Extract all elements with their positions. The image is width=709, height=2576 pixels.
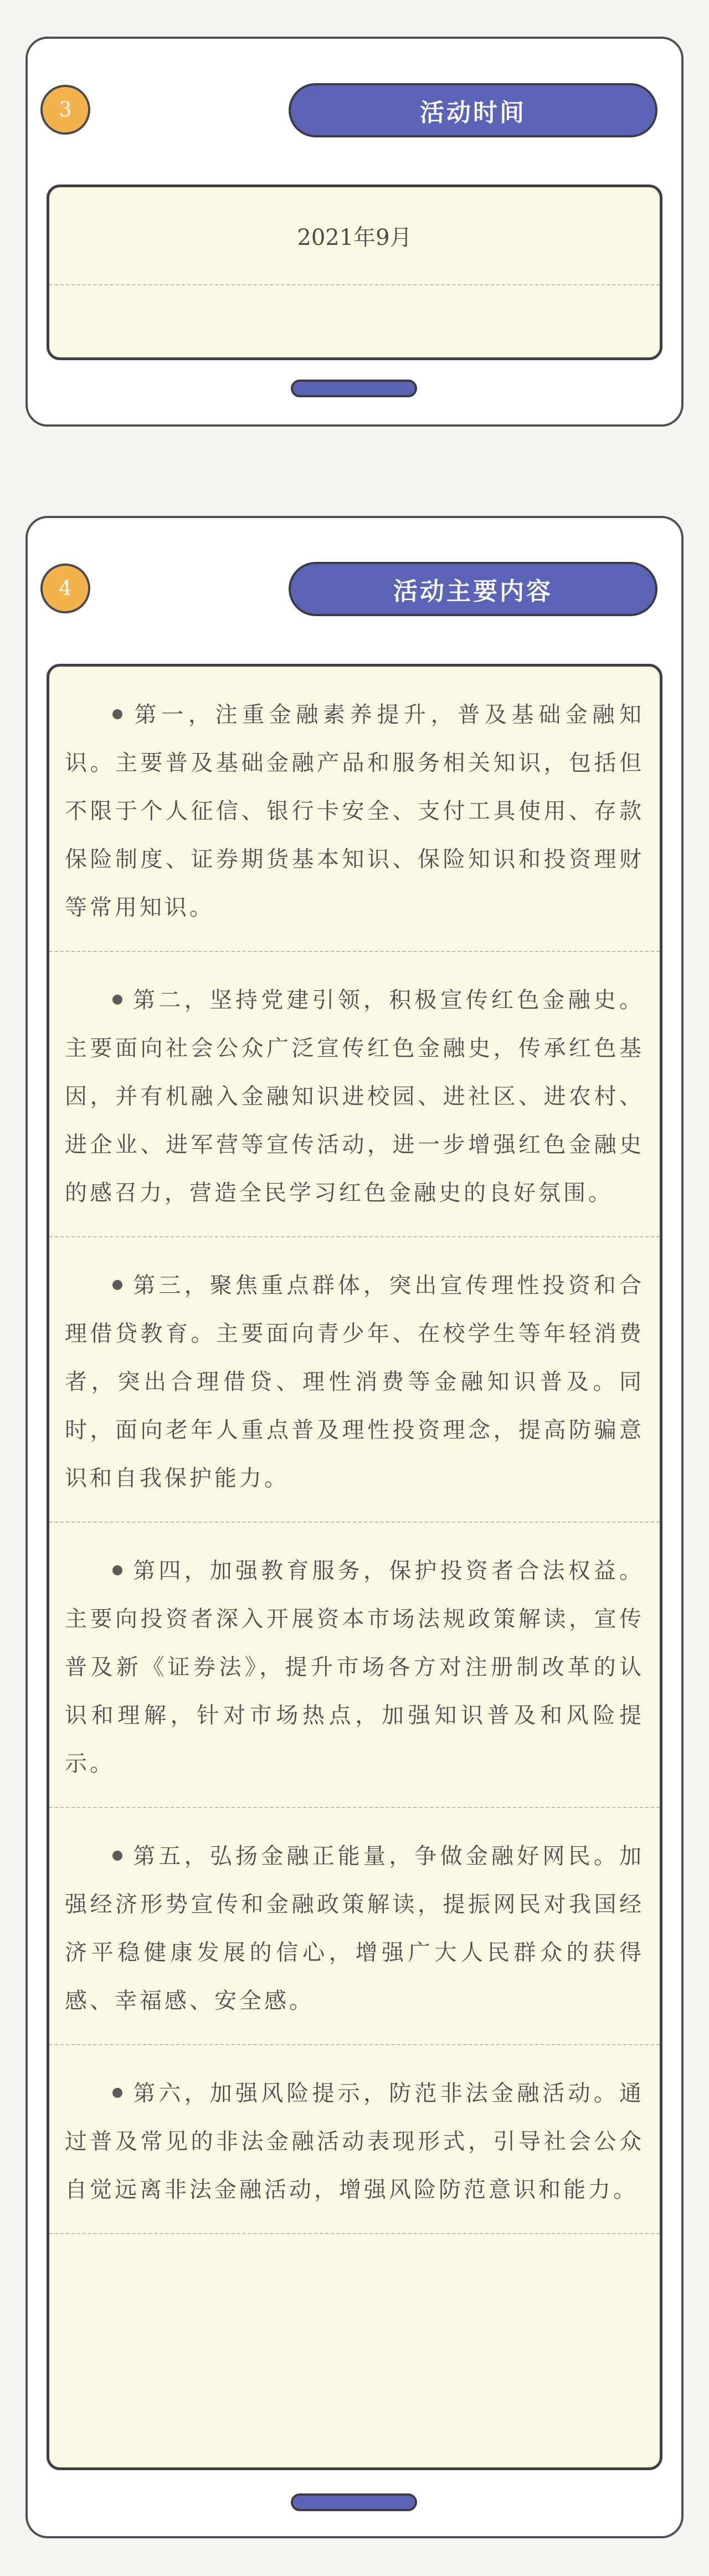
content-item-text: 第一，注重金融素养提升，普及基础金融知识。主要普及基础金融产品和服务相关知识，包括但不限于个人征信、银行卡安全、支付工具使用、存款保险制度、证券期货基本知识、保险知识和投资理财等常用知识。	[65, 702, 644, 920]
date-box	[47, 185, 662, 360]
content-item-text: 第六，加强风险提示，防范非法金融活动。通过普及常见的非法金融活动表现形式，引导社会公众自觉远离非法金融活动，增强风险防范意识和能力。	[65, 2081, 644, 2203]
content-item-text: 第四，加强教育服务，保护投资者合法权益。主要向投资者深入开展资本市场法规政策解读，宣传普及新《证券法》，提升市场各方对注册制改革的认识和理解，针对市场热点，加强知识普及和风险提示。	[65, 1558, 644, 1776]
section-title-pill: 活动时间	[289, 83, 657, 137]
bullet-dot-icon	[112, 709, 122, 719]
card-handle-decoration	[291, 2493, 417, 2511]
content-item	[49, 667, 660, 952]
bullet-dot-icon	[112, 1851, 122, 1861]
content-item	[49, 1237, 660, 1523]
content-item	[49, 2045, 660, 2234]
card-handle-decoration	[291, 380, 417, 397]
content-item	[49, 1808, 660, 2045]
content-item	[49, 952, 660, 1237]
content-item	[49, 1523, 660, 1808]
bullet-dot-icon	[112, 995, 122, 1005]
activity-date: 2021年9月	[49, 187, 660, 285]
section-number-badge: 4	[40, 564, 90, 613]
section-number-badge: 3	[40, 85, 90, 135]
content-item-text: 第五，弘扬金融正能量，争做金融好网民。加强经济形势宣传和金融政策解读，提振网民对我国经济平稳健康发展的信心，增强广大人民群众的获得感、幸福感、安全感。	[65, 1843, 644, 2014]
section-title-pill: 活动主要内容	[289, 562, 657, 616]
content-item-text: 第三，聚焦重点群体，突出宣传理性投资和合理借贷教育。主要面向青少年、在校学生等年轻消费者，突出合理借贷、理性消费等金融知识普及。同时，面向老年人重点普及理性投资理念，提高防骗意识和自我保护能力。	[65, 1273, 644, 1491]
bullet-dot-icon	[112, 1565, 122, 1575]
content-box	[47, 664, 662, 2470]
bullet-dot-icon	[112, 1280, 122, 1290]
content-item-text: 第二，坚持党建引领，积极宣传红色金融史。主要面向社会公众广泛宣传红色金融史，传承红色基因，并有机融入金融知识进校园、进社区、进农村、进企业、进军营等宣传活动，进一步增强红色金融史的感召力，营造全民学习红色金融史的良好氛围。	[65, 987, 644, 1206]
bullet-dot-icon	[112, 2088, 122, 2098]
